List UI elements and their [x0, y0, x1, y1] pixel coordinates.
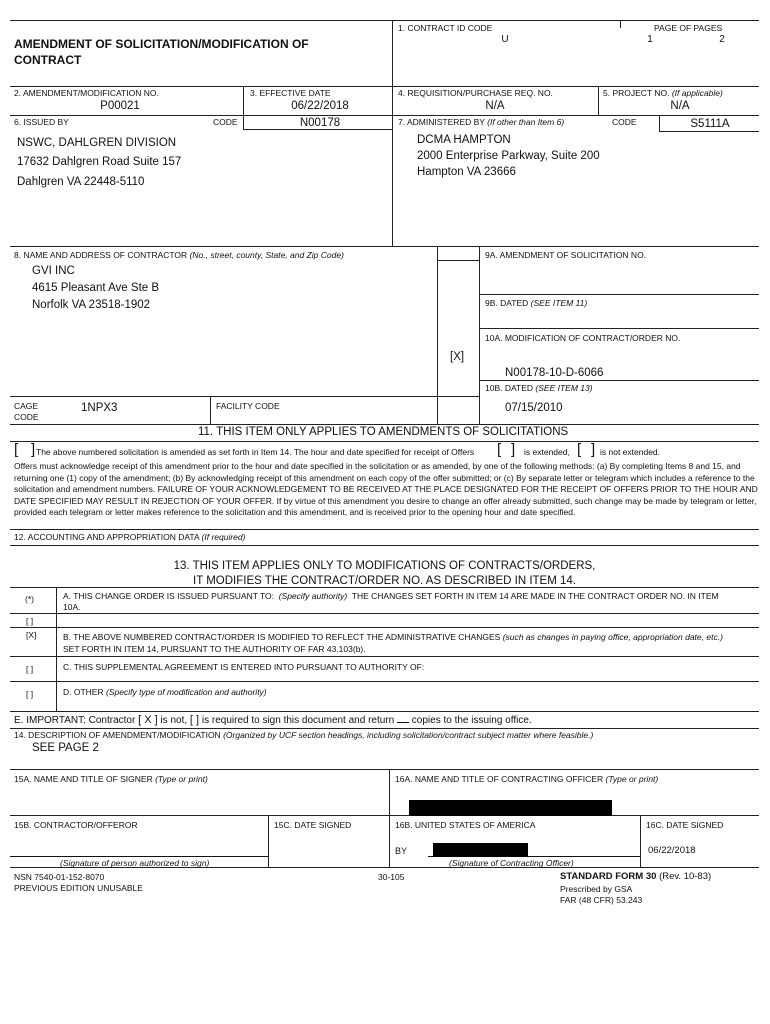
issued-by-line: Dahlgren VA 22448-5110	[17, 176, 145, 188]
rule	[437, 260, 479, 261]
item-10-checkbox[interactable]: [X]	[450, 351, 465, 363]
issued-by-line: 17632 Dahlgren Road Suite 157	[17, 156, 182, 168]
item-11-bracket-open: [	[14, 441, 19, 458]
signature-caption-left: (Signature of person authorized to sign)	[60, 858, 210, 868]
item-13a-text: A. THIS CHANGE ORDER IS ISSUED PURSUANT TO: (Specify authority) THE CHANGES SET FORTH IN ITEM 14 ARE MADE IN THE CONTRACT ORDER NO. IN ITEM	[63, 591, 719, 601]
rule	[10, 529, 759, 530]
item-11-bracket-open: [	[497, 441, 502, 458]
far-reference: FAR (48 CFR) 53.243	[560, 895, 643, 905]
administered-by-line: Hampton VA 23666	[417, 166, 516, 178]
item-14-value: SEE PAGE 2	[32, 742, 99, 754]
item-12-label: 12. ACCOUNTING AND APPROPRIATION DATA (If required)	[14, 532, 246, 542]
administered-by-line: 2000 Enterprise Parkway, Suite 200	[417, 150, 600, 162]
redacted-signature	[433, 843, 528, 857]
page-of-pages-label: PAGE OF PAGES	[654, 23, 723, 33]
signature-caption-right: (Signature of Contracting Officer)	[449, 858, 574, 868]
contractor-line: GVI INC	[32, 265, 75, 277]
form-title: AMENDMENT OF SOLICITATION/MODIFICATION OF	[14, 37, 309, 51]
item-10a-label: 10A. MODIFICATION OF CONTRACT/ORDER NO.	[485, 333, 681, 343]
item-13b-text: B. THE ABOVE NUMBERED CONTRACT/ORDER IS MODIFIED TO REFLECT THE ADMINISTRATIVE CHANGES (such as changes in paying office, appropriation date, etc.)	[63, 632, 723, 642]
rule	[10, 815, 759, 816]
item-10b-label: 10B. DATED (SEE ITEM 13)	[485, 383, 593, 393]
item-13-heading: IT MODIFIES THE CONTRACT/ORDER NO. AS DESCRIBED IN ITEM 14.	[193, 575, 576, 587]
item-e-important: E. IMPORTANT: Contractor [ X ] is not, [ ] is required to sign this document and return copies to the issuing office.	[14, 714, 532, 726]
redacted-officer-name	[409, 800, 612, 816]
effective-date-label: 3. EFFECTIVE DATE	[250, 88, 331, 98]
by-label: BY	[395, 846, 408, 856]
issued-code-label: CODE	[213, 117, 238, 127]
rule	[598, 86, 599, 115]
rule	[56, 587, 57, 711]
cage-code-value: 1NPX3	[81, 402, 118, 414]
rule	[620, 20, 621, 28]
effective-date-value: 06/22/2018	[291, 100, 349, 112]
is-not-extended-label: is not extended.	[600, 447, 661, 457]
issued-code-value: N00178	[299, 117, 341, 129]
amendment-no-value: P00021	[100, 100, 140, 112]
contracting-officer-name-label: 16A. NAME AND TITLE OF CONTRACTING OFFICER (Type or print)	[395, 774, 659, 784]
item-11-line: The above numbered solicitation is amended as set forth in Item 14. The hour and date specified for receipt of Offers	[36, 447, 475, 457]
item-11-bracket-close: ]	[31, 441, 36, 458]
admin-code-label: CODE	[612, 117, 637, 127]
item-11-bracket-open: [	[577, 441, 582, 458]
form-title-continued: CONTRACT	[14, 53, 82, 67]
contractor-line: Norfolk VA 23518-1902	[32, 299, 151, 311]
item-9b-label: 9B. DATED (SEE ITEM 11)	[485, 298, 588, 308]
total-pages: 2	[719, 34, 725, 45]
rule	[10, 20, 759, 21]
rule	[392, 20, 393, 246]
prescribed-by: Prescribed by GSA	[560, 884, 633, 894]
issued-by-line: NSWC, DAHLGREN DIVISION	[17, 137, 177, 149]
signer-name-label: 15A. NAME AND TITLE OF SIGNER (Type or print)	[14, 774, 208, 784]
cage-label: CODE	[14, 412, 39, 422]
item-11-heading: 11. THIS ITEM ONLY APPLIES TO AMENDMENTS OF SOLICITATIONS	[198, 426, 569, 438]
rule	[243, 86, 244, 129]
united-states-label: 16B. UNITED STATES OF AMERICA	[395, 820, 536, 830]
previous-edition-note: PREVIOUS EDITION UNUSABLE	[14, 883, 143, 893]
rule	[659, 131, 759, 132]
rule	[10, 613, 759, 614]
rule	[10, 545, 759, 546]
contractor-label: 8. NAME AND ADDRESS OF CONTRACTOR (No., street, county, State, and Zip Code)	[14, 250, 344, 260]
rule	[10, 656, 759, 657]
item-13c-text: C. THIS SUPPLEMENTAL AGREEMENT IS ENTERED INTO PURSUANT TO AUTHORITY OF:	[63, 662, 425, 672]
rule	[10, 728, 759, 729]
administered-by-line: DCMA HAMPTON	[417, 134, 511, 146]
project-no-value: N/A	[670, 100, 690, 112]
required-not-checkbox[interactable]: [ X ]	[138, 714, 158, 726]
rule	[437, 246, 438, 424]
contractor-offeror-label: 15B. CONTRACTOR/OFFEROR	[14, 820, 138, 830]
date-signed-16c-value: 06/22/2018	[648, 845, 696, 856]
rule	[268, 815, 269, 867]
item-10a-value: N00178-10-D-6066	[505, 367, 604, 379]
item-11-bracket-close: ]	[511, 441, 516, 458]
rule	[479, 246, 480, 424]
admin-code-value: S5111A	[690, 118, 730, 130]
rule	[210, 396, 211, 424]
contract-id-value: U	[501, 34, 509, 45]
item-13b-text: SET FORTH IN ITEM 14, PURSUANT TO THE AUTHORITY OF FAR 43.103(b).	[63, 644, 366, 654]
nsn-number: NSN 7540-01-152-8070	[14, 872, 105, 882]
item-9a-label: 9A. AMENDMENT OF SOLICITATION NO.	[485, 250, 647, 260]
item-13-heading: 13. THIS ITEM APPLIES ONLY TO MODIFICATIONS OF CONTRACTS/ORDERS,	[173, 560, 596, 572]
rule	[10, 681, 759, 682]
item-11-bracket-close: ]	[591, 441, 596, 458]
required-checkbox[interactable]: [ ]	[189, 714, 200, 726]
item-10b-value: 07/15/2010	[505, 402, 563, 414]
cage-label: CAGE	[14, 401, 39, 411]
contractor-line: 4615 Pleasant Ave Ste B	[32, 282, 160, 294]
item-13d-text: D. OTHER (Specify type of modification and authority)	[63, 687, 267, 697]
item-11-instructions: Offers must acknowledge receipt of this amendment prior to the hour and date specified in the solicitation or as amended, by one of the following methods: (a) By completing Items 8 and 15, and returning one (1) copy of the amendment; (b) By acknowledging receipt of this amendment on each copy of the offer submitted; or (c) By separate letter or telegram which includes a reference to the solicitation and amendment numbers. FAILURE OF YOUR ACKNOWLEDGEMENT TO BE RECEIVED AT THE PLACE DESIGNATED FOR THE RECEIPT OF OFFERS PRIOR TO THE HOUR AND DATE SPECIFIED MAY RESULT IN REJECTION OF YOUR OFFER. If by virtue of this amendment you desire to change an offer already submitted, such change may be made by telegram or letter, provided each telegram or letter makes reference to the solicitation and this amendment, and is received prior to the opening hour and date specified.	[14, 461, 758, 517]
rule	[389, 769, 390, 867]
rule	[479, 380, 759, 381]
rule	[659, 115, 660, 131]
rule	[479, 328, 759, 329]
rule	[10, 711, 759, 712]
is-extended-label: is extended,	[524, 447, 570, 457]
rule	[10, 769, 759, 770]
item-13a-text: 10A.	[63, 602, 81, 612]
requisition-value: N/A	[485, 100, 505, 112]
project-no-label: 5. PROJECT NO. (If applicable)	[603, 88, 723, 98]
page-number: 1	[647, 34, 653, 45]
administered-by-label: 7. ADMINISTERED BY (If other than Item 6)	[398, 117, 565, 127]
requisition-label: 4. REQUISITION/PURCHASE REQ. NO.	[398, 88, 553, 98]
rule	[10, 86, 759, 87]
signature-line	[10, 856, 268, 857]
rule	[10, 396, 479, 397]
issued-by-label: 6. ISSUED BY	[14, 117, 69, 127]
form-code: 30-105	[378, 872, 405, 882]
item-13b-checkbox[interactable]: [X]	[26, 630, 37, 640]
date-signed-16c-label: 16C. DATE SIGNED	[646, 820, 724, 830]
rule	[479, 294, 759, 295]
item-13d-checkbox[interactable]: [ ]	[26, 689, 34, 699]
item-14-label: 14. DESCRIPTION OF AMENDMENT/MODIFICATION (Organized by UCF section headings, including solicitation/contract subject matter where feasible.)	[14, 730, 594, 740]
item-13c-checkbox[interactable]: [ ]	[26, 664, 34, 674]
item-13a-checkbox[interactable]: [ ]	[26, 616, 34, 626]
rule	[10, 441, 759, 442]
rule	[640, 815, 641, 867]
contract-id-label: 1. CONTRACT ID CODE	[398, 23, 493, 33]
standard-form-label: STANDARD FORM 30 (Rev. 10-83)	[560, 871, 712, 882]
rule	[10, 627, 759, 628]
rule	[10, 246, 759, 247]
item-13-star-label: (*)	[25, 594, 34, 604]
date-signed-15c-label: 15C. DATE SIGNED	[274, 820, 352, 830]
amendment-no-label: 2. AMENDMENT/MODIFICATION NO.	[14, 88, 159, 98]
facility-code-label: FACILITY CODE	[216, 401, 280, 411]
